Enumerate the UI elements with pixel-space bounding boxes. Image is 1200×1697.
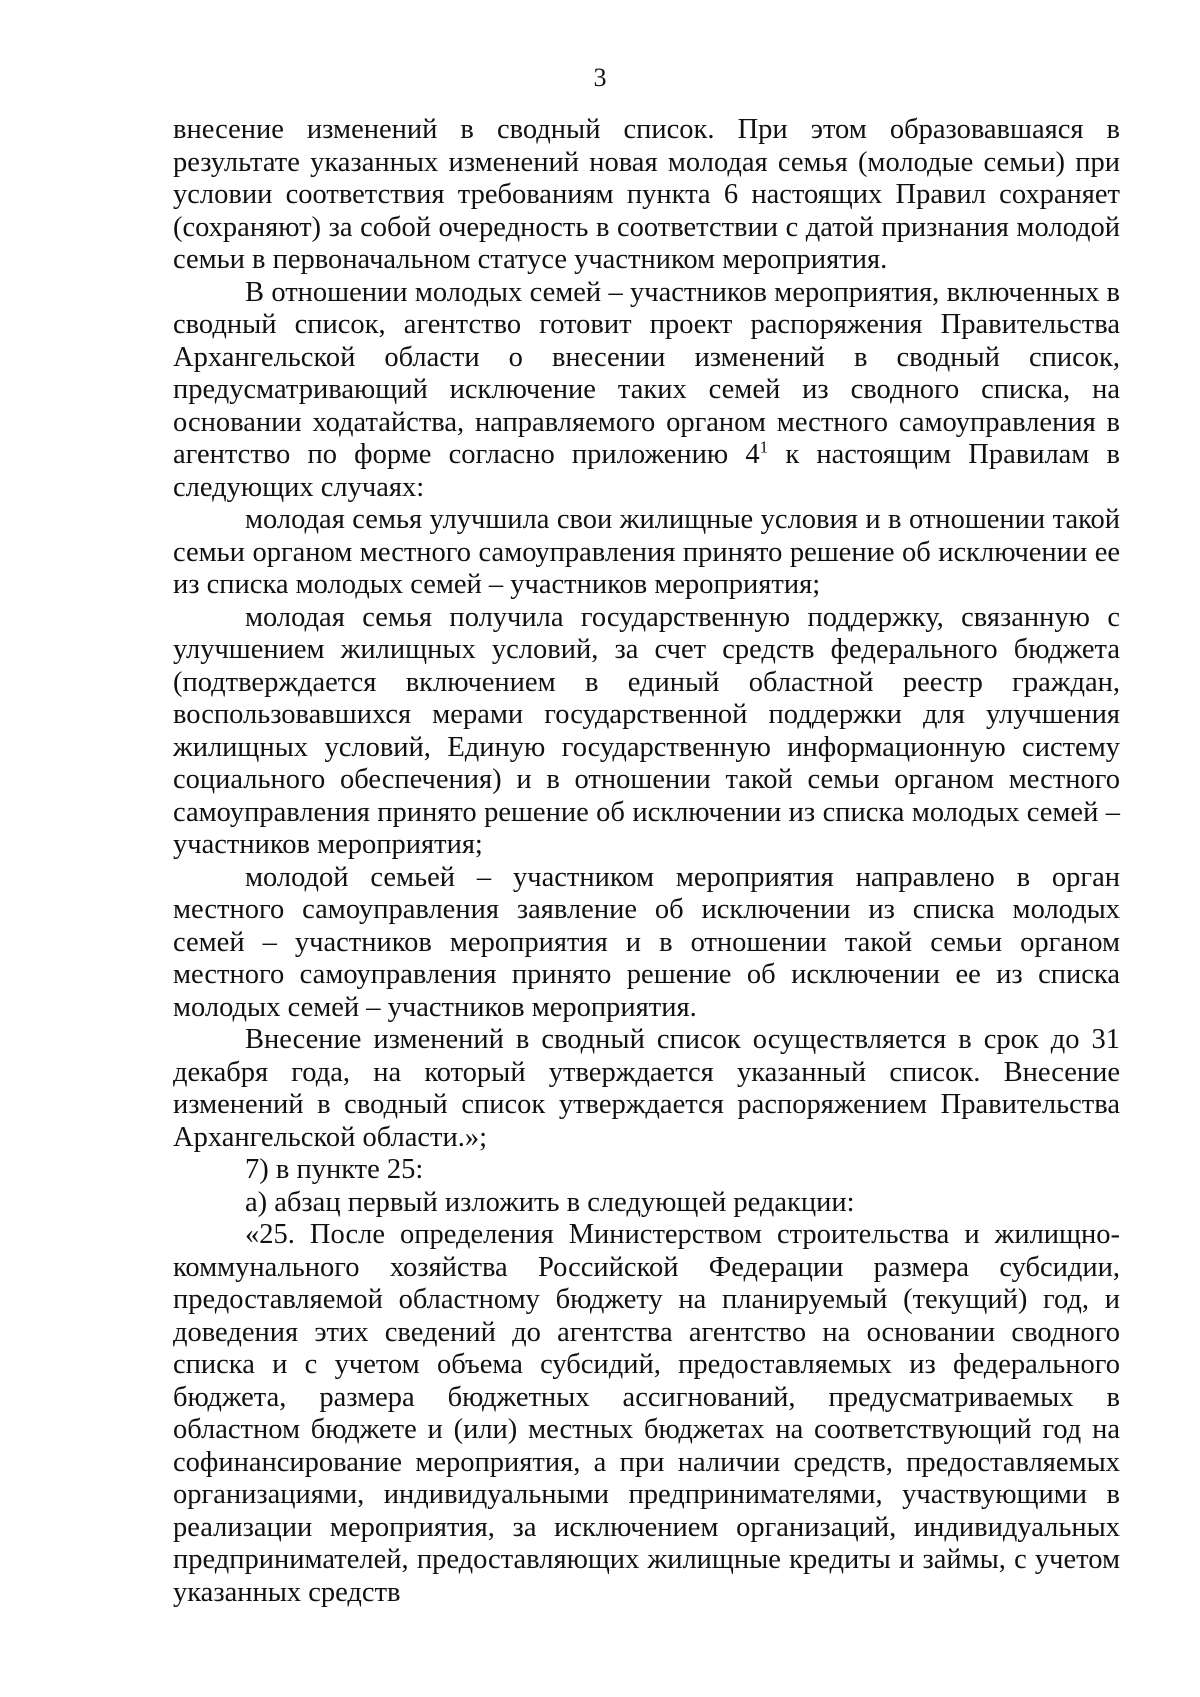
paragraph-text-continued: к настоящим Правилам в следующих случаях: — [173, 439, 1120, 503]
paragraph: а) абзац первый изложить в следующей редакции: — [245, 1186, 855, 1218]
paragraph: 7) в пункте 25: — [245, 1154, 424, 1185]
paragraph: молодая семья улучшила свои жилищные условия и в отношении такой семьи органом местного самоуправления принято решение об исключении ее из списка молодых семей – участников мероприятия; — [173, 504, 1120, 600]
paragraph: «25. После определения Министерством строительства и жилищно-коммунального хозяйства Российской Федерации размера субсидии, предоставляемой областному бюджету на планируемый (текущий) год, и доведения этих сведений до агентства агентство на основании сводного списка и с учетом объема субсидий, предоставляемых из федерального бюджета, размера бюджетных ассигнований, предусматриваемых в областном бюджете и (или) местных бюджетах на соответствующий год на софинансирование мероприятия, а при наличии средств, предоставляемых организациями, индивидуальными предпринимателями, участвующими в реализации мероприятия, за исключением организаций, индивидуальных предпринимателей, предоставляющих жилищные кредиты и займы, с учетом указанных средств — [173, 1219, 1120, 1608]
paragraph: молодой семьей – участником мероприятия направлено в орган местного самоуправления заявление об исключении из списка молодых семей – участников мероприятия и в отношении такой семьи органом местного самоуправления принято решение об исключении ее из списка молодых семей – участников мероприятия. — [173, 861, 1120, 1023]
paragraph: молодая семья получила государственную поддержку, связанную с улучшением жилищных условий, за счет средств федерального бюджета (подтверждается включением в единый областной реестр граждан, воспользовавшихся мерами государственной поддержки для улучшения жилищных условий, Единую государственную информационную систему социального обеспечения) и в отношении такой семьи органом местного самоуправления принято решение об исключении из списка молодых семей – участников мероприятия; — [173, 601, 1120, 860]
paragraph: Внесение изменений в сводный список осуществляется в срок до 31 декабря года, на который утверждается указанный список. Внесение изменений в сводный список утверждается распоряжением Правительства Архангельской области.»; — [173, 1024, 1120, 1153]
paragraph: внесение изменений в сводный список. При этом образовавшаяся в результате указанных изменений новая молодая семья (молодые семьи) при условии соответствия требованиям пункта 6 настоящих Правил сохраняет (сохраняют) за собой очередность в соответствии с датой признания молодой семьи в первоначальном статусе участником мероприятия. — [173, 114, 1120, 275]
document-body — [173, 114, 1120, 1609]
page-number: 3 — [593, 63, 607, 92]
paragraph — [173, 277, 1120, 505]
superscript-mark: 1 — [759, 437, 769, 457]
paragraph-text: В отношении молодых семей – участников мероприятия, включенных в сводный список, агентство готовит проект распоряжения Правительства Архангельской области о внесении изменений в сводный список, предусматривающий исключение таких семей из сводного списка, на основании ходатайства, направляемого органом местного самоуправления в агентство по форме согласно приложению 4 — [173, 276, 1120, 470]
